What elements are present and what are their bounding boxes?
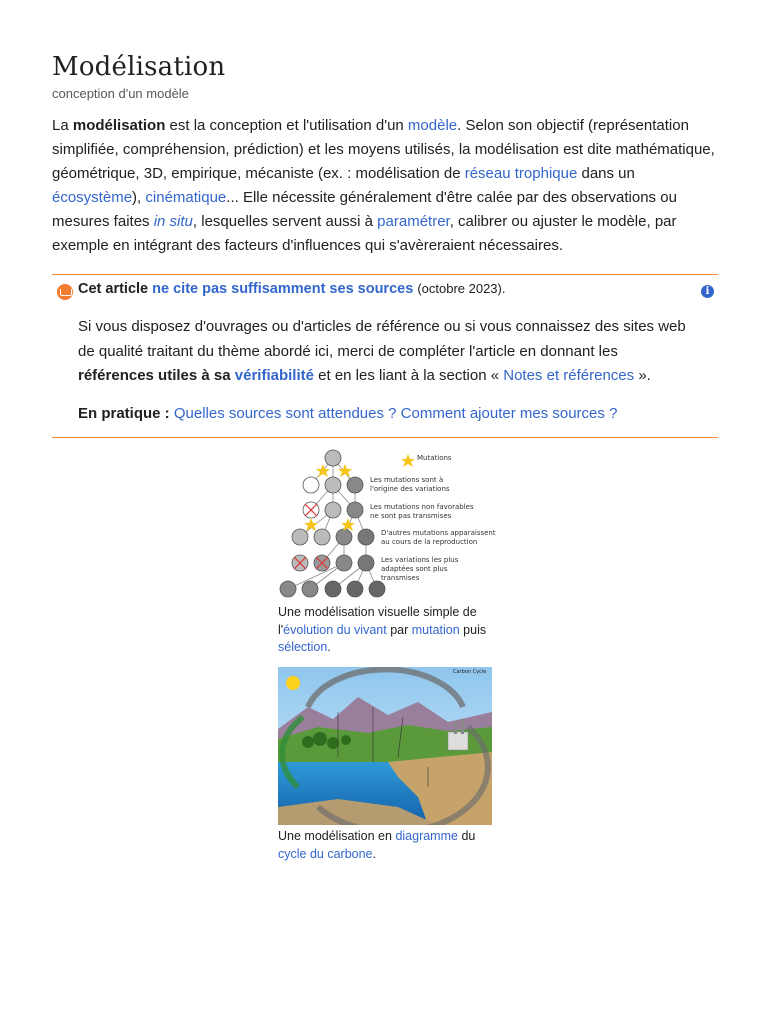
fig1-label: Les variations les plus <box>381 556 459 564</box>
add-sources-link[interactable]: Comment ajouter mes sources ? <box>400 405 618 422</box>
caption-text: Une modélisation en <box>278 829 396 843</box>
link-evolution-du-vivant[interactable]: évolution du vivant <box>283 622 387 637</box>
book-icon <box>57 284 73 300</box>
notice-date: (octobre 2023). <box>417 281 506 296</box>
fig1-label: Les mutations non favorables <box>370 503 474 511</box>
intro-text: ), <box>132 189 146 206</box>
caption-text: Une modélisation visuelle simple de l' <box>278 605 477 637</box>
notice-heading-bold: Cet article <box>78 281 149 297</box>
fig1-label: l'origine des variations <box>370 485 450 493</box>
notice-heading <box>78 281 505 297</box>
intro-bold-term: modélisation <box>72 117 166 134</box>
carbon-cycle-title: Carbon Cycle <box>453 669 487 675</box>
carbon-cycle-diagram[interactable] <box>278 667 492 825</box>
intro-paragraph <box>52 114 718 258</box>
notice-body-bold: références utiles à sa <box>78 367 235 384</box>
fig1-label: au cours de la reproduction <box>381 538 478 546</box>
sources-expected-link[interactable]: Quelles sources sont attendues ? <box>173 405 397 422</box>
verifiabilite-link[interactable]: vérifiabilité <box>234 367 314 384</box>
sources-notice-box <box>52 274 718 438</box>
figure1-caption <box>278 604 498 657</box>
intro-text: . Selon son objectif (représentation simplifiée, compréhension, prédiction) et les moyens utilisés, la modélisation est dite mathématique, géométrique, 3D, empirique, mécaniste (ex. : modélisation de <box>52 117 715 182</box>
link-ecosysteme[interactable]: écosystème <box>52 189 133 206</box>
notes-references-link[interactable]: Notes et références <box>503 367 635 384</box>
info-icon[interactable]: i <box>701 285 714 298</box>
intro-text: , calibrer ou ajuster le modèle, par exemple en intégrant des facteurs d'influences qui s'avèreraient nécessaires. <box>52 213 677 254</box>
caption-text: par <box>386 622 412 637</box>
notice-body-text: Si vous disposez d'ouvrages ou d'articles de référence ou si vous connaissez des sites web de qualité traitant du thème abordé ici, merci de compléter l'article en donnant les <box>78 318 686 360</box>
caption-text: puis <box>459 622 487 637</box>
link-reseau-trophique[interactable]: réseau trophique <box>464 165 578 182</box>
fig1-label: Les mutations sont à <box>370 476 444 484</box>
link-modele[interactable]: modèle <box>407 117 458 134</box>
intro-text: , lesquelles servent aussi à <box>192 213 378 230</box>
intro-text: dans un <box>577 165 635 182</box>
evolution-diagram[interactable] <box>278 448 498 600</box>
link-cycle-du-carbone[interactable]: cycle du carbone <box>278 846 373 861</box>
link-cinematique[interactable]: cinématique <box>145 189 227 206</box>
notice-practice <box>78 405 617 422</box>
notice-sources-link[interactable]: ne cite pas suffisamment ses sources <box>152 281 414 297</box>
fig1-label: transmises <box>381 574 420 582</box>
sun-icon <box>286 676 300 690</box>
link-diagramme[interactable]: diagramme <box>395 829 458 843</box>
intro-text: ... Elle nécessite généralement d'être calée par des observations ou mesures faites <box>52 189 677 230</box>
figure2-caption <box>278 828 498 863</box>
page-subtitle: conception d'un modèle <box>52 86 189 101</box>
practice-label: En pratique : <box>78 405 170 422</box>
link-parametrer[interactable]: paramétrer <box>377 213 450 230</box>
link-selection[interactable]: sélection <box>278 640 328 654</box>
page-title: Modélisation <box>52 52 226 82</box>
intro-text: La <box>52 117 73 134</box>
fig1-label: adaptées sont plus <box>381 565 448 573</box>
notice-body <box>78 315 688 389</box>
caption-text: du <box>457 829 476 843</box>
caption-text: . <box>327 640 331 654</box>
link-mutation[interactable]: mutation <box>411 622 460 637</box>
intro-text: est la conception et l'utilisation d'un <box>165 117 408 134</box>
legend-mutations: Mutations <box>417 454 452 462</box>
fig1-label: D'autres mutations apparaissent <box>381 529 496 537</box>
caption-text: . <box>372 846 376 861</box>
notice-body-text: et en les liant à la section « <box>313 367 504 384</box>
link-in-situ[interactable]: in situ <box>153 213 193 230</box>
notice-body-text: ». <box>634 367 651 384</box>
fig1-label: ne sont pas transmises <box>370 512 452 520</box>
